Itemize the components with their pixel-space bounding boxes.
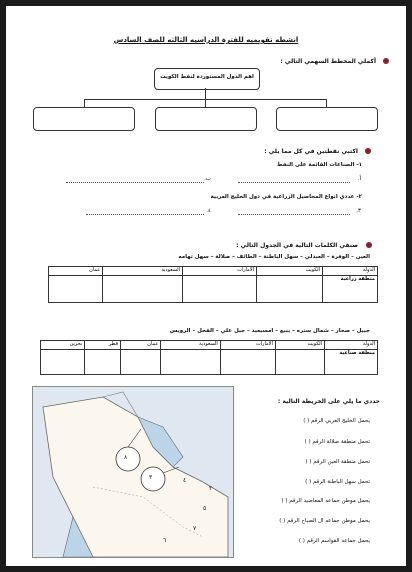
table-header-cell: الكويت: [257, 267, 323, 276]
classification-table-industry: [40, 340, 378, 375]
table-header-cell: الامارات: [220, 341, 275, 350]
q1-heading: أكملي المخطط السهمي التالي :: [280, 58, 376, 65]
table-answer-cell[interactable]: [220, 350, 275, 375]
gulf-map-drawing: [33, 387, 233, 557]
map-number: ٣: [149, 474, 153, 481]
map-question-item: تحمل منطقة العين الرقم ( ): [305, 459, 370, 465]
table-answer-cell[interactable]: [85, 350, 121, 375]
table-header-row: [49, 267, 378, 276]
map-question-item: يحمل موطن جماعه المعاضيد الرقم ( ): [281, 498, 370, 504]
table-header-cell: قطر: [85, 341, 121, 350]
answer-label-3: ٣.: [356, 208, 361, 214]
map-question-item: تحمل سهل الباطنة الرقم ( ): [305, 479, 370, 485]
map-question-item: يحمل موطن جماعه ال الصباح الرقم ( ): [279, 518, 370, 524]
table-answer-cell[interactable]: [257, 276, 323, 303]
q2-item2: ٢- عددي انواع المحاصيل الزراعية في دول الخليج العربية: [210, 194, 362, 200]
answer-label-a: أ.: [357, 176, 361, 182]
answer-line[interactable]: [238, 214, 350, 215]
table-answer-cell[interactable]: [41, 350, 85, 375]
worksheet-page: [6, 6, 406, 566]
diagram-empty-box[interactable]: [155, 107, 257, 131]
table-answer-cell[interactable]: [121, 350, 161, 375]
table-header-cell: الدولة: [323, 267, 378, 276]
q3-word-list: العين – الوفرة – العبدلي – سهل الباطنة – الطائف – صلالة – سهل تهامه: [178, 254, 370, 260]
diagram-empty-box[interactable]: [33, 107, 135, 131]
table-answer-cell[interactable]: [103, 276, 183, 303]
table-row-label: منطقة زراعية: [323, 276, 378, 303]
q4-word-list: جبيل – صحار – شمال ستره – ينبع – امسيعيد – جبل علي – الفحل – الرويس: [169, 328, 370, 334]
answer-label-b: ب.: [204, 176, 211, 182]
table-row: [49, 276, 378, 303]
table-header-row: [41, 341, 378, 350]
classification-table-agri: [48, 266, 378, 303]
gulf-map: [32, 386, 234, 558]
table-answer-cell[interactable]: [49, 276, 103, 303]
table-row: [41, 350, 378, 375]
answer-label-4: ٤.: [206, 208, 211, 214]
table-header-cell: بحرين: [41, 341, 85, 350]
table-header-cell: الامارات: [183, 267, 257, 276]
table-answer-cell[interactable]: [161, 350, 220, 375]
bullet-icon: [365, 148, 371, 154]
map-number: ٢: [209, 485, 213, 492]
map-number: ٨: [124, 454, 128, 461]
table-header-cell: الكويت: [275, 341, 324, 350]
answer-line[interactable]: [66, 182, 204, 183]
diagram-root-label: اهم الدول المستوردة لنفط الكويت: [160, 74, 254, 80]
answer-line[interactable]: [238, 182, 350, 183]
table-row-label: منطقة صناعية: [325, 350, 378, 375]
answer-line[interactable]: [86, 214, 204, 215]
table-header-cell: السعودية: [103, 267, 183, 276]
map-number: ٧: [193, 525, 197, 532]
table-header-cell: السعودية: [161, 341, 220, 350]
bullet-icon: [366, 242, 372, 248]
bullet-icon: [383, 58, 389, 64]
q2-heading: اكتبي نقطتين في كل مما يلي :: [264, 148, 358, 155]
q2-item1: ١- الصناعات القائمة على النفط: [276, 162, 362, 168]
diagram-empty-box[interactable]: [276, 107, 378, 131]
table-answer-cell[interactable]: [183, 276, 257, 303]
q3-heading: صنفي الكلمات التالية في الجدول التالي :: [236, 242, 358, 249]
diagram-root-box: [154, 68, 260, 90]
q5-heading: حددي ما يلي على الخريطة التالية :: [277, 398, 380, 405]
map-number: ٥: [203, 505, 207, 512]
map-question-item: تحمل منطقة صلالة الرقم ( ): [304, 439, 370, 445]
table-header-cell: عمان: [121, 341, 161, 350]
table-header-cell: عمان: [49, 267, 103, 276]
map-number: ٦: [163, 537, 167, 544]
table-answer-cell[interactable]: [275, 350, 324, 375]
page-title: انشطه تقويميه للفترة الدراسيه الثالثه للصف السادس: [113, 36, 299, 44]
table-header-cell: الدولة: [325, 341, 378, 350]
map-question-item: يحمل جماعه القواسم الرقم ( ): [298, 538, 370, 544]
map-number: ٤: [183, 477, 187, 484]
map-question-item: يحمل الخليج العربي الرقم ( ): [303, 418, 370, 424]
